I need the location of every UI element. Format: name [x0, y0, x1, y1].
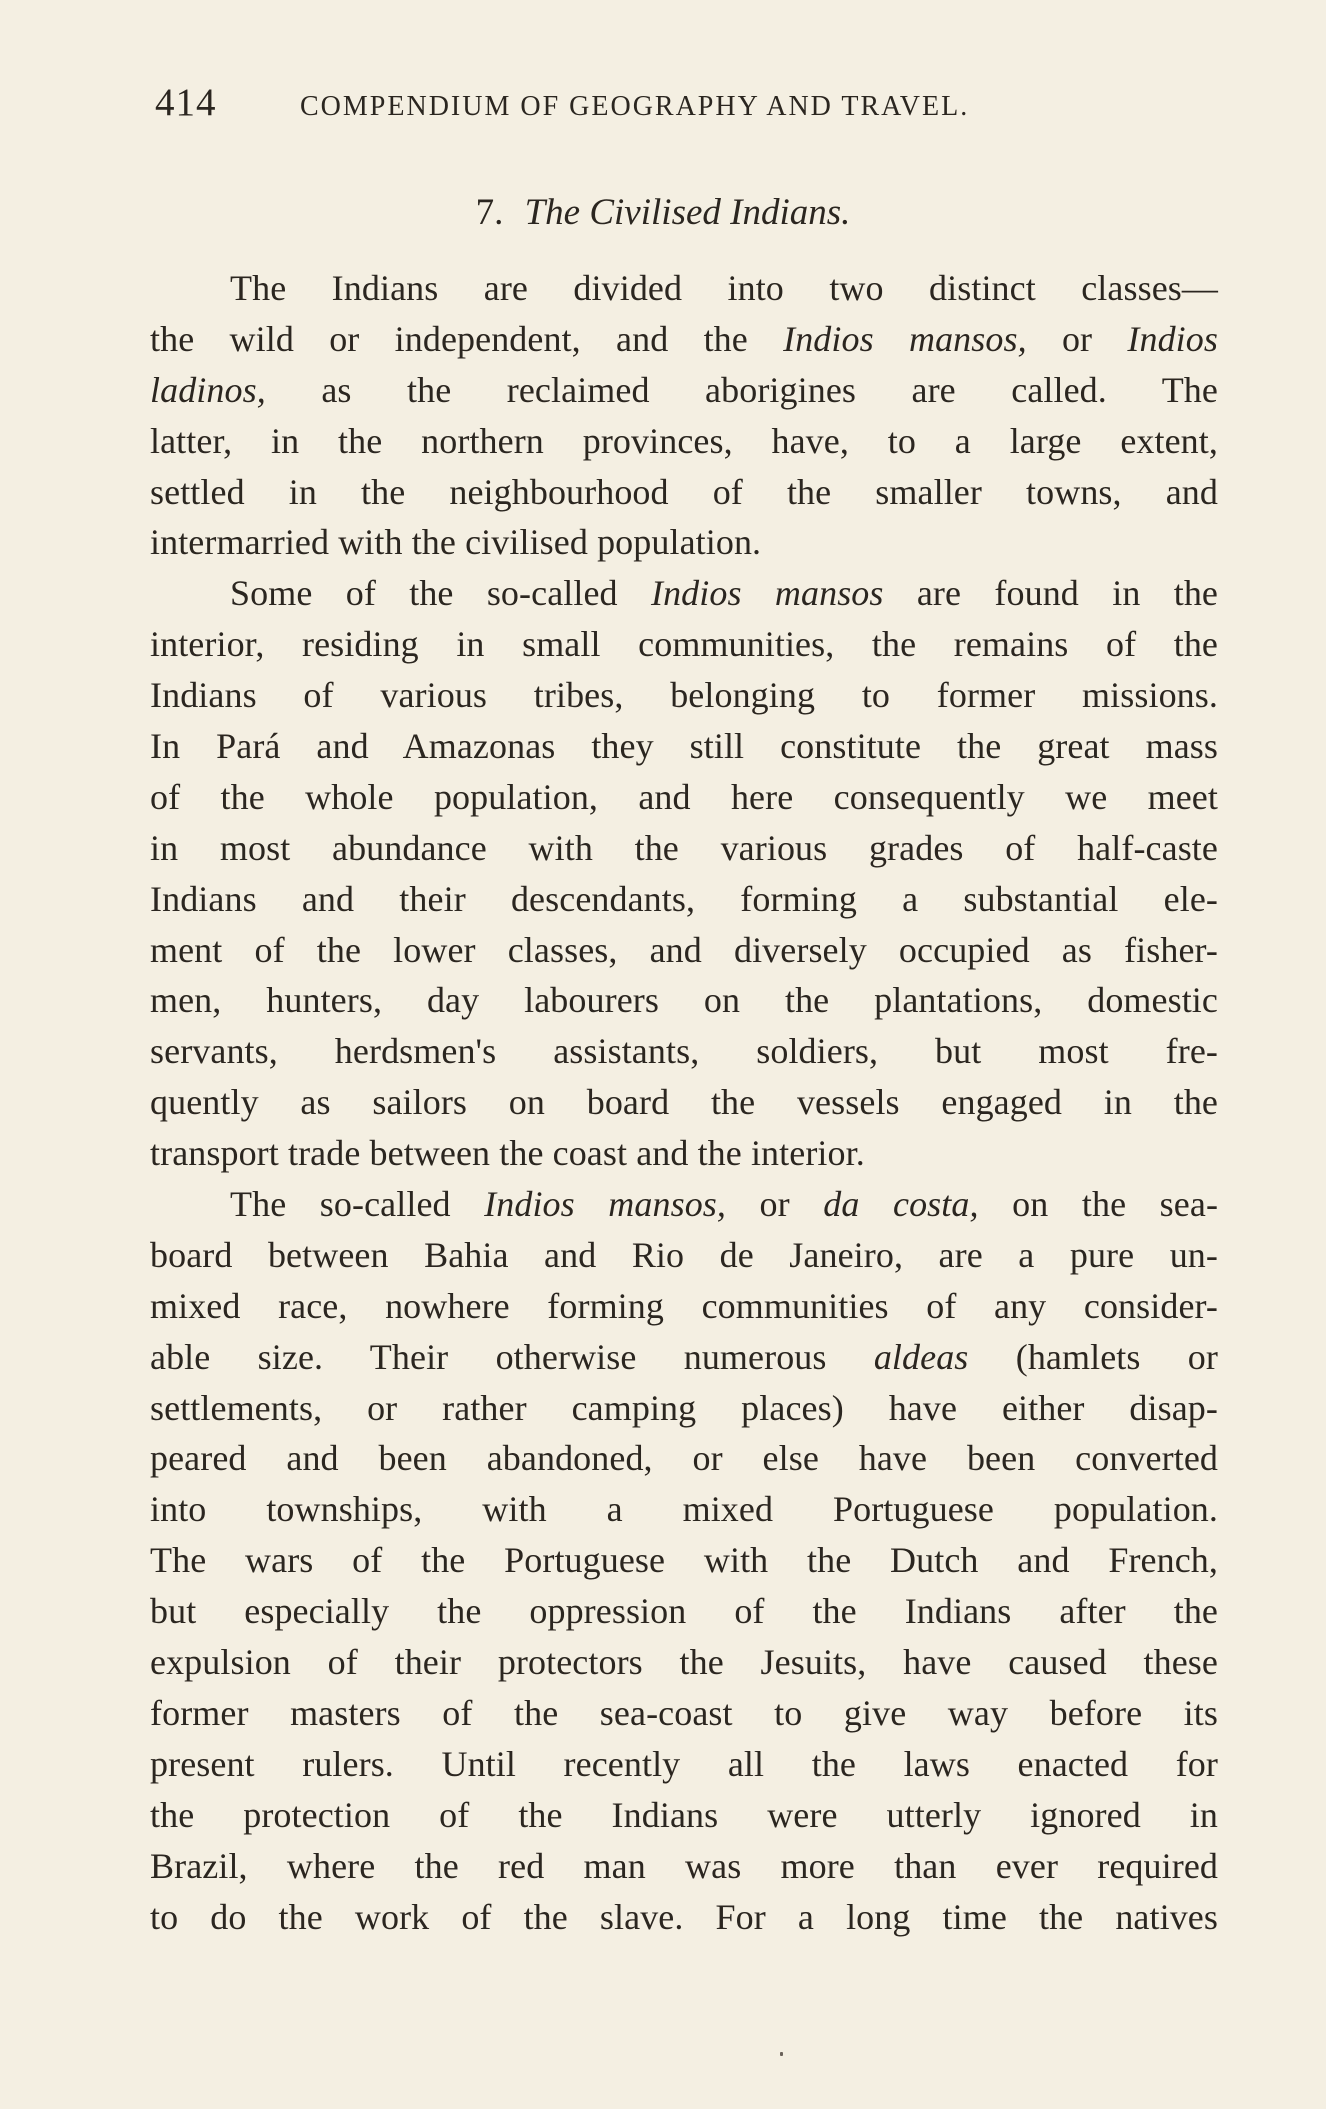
text-line: interior, residing in small communities, the remains of the — [150, 624, 1218, 665]
text-line: The wars of the Portuguese with the Dutch and French, — [150, 1540, 1218, 1581]
text-line: Brazil, where the red man was more than ever required — [150, 1845, 1218, 1886]
text-line: transport trade between the coast and the interior. — [150, 1133, 865, 1174]
page-number: 414 — [155, 81, 217, 124]
ink-speck — [780, 2052, 783, 2056]
text-line: expulsion of their protectors the Jesuits, have caused these — [150, 1642, 1218, 1683]
section-heading — [0, 188, 1326, 238]
text-line: Some of the so-called Indios mansos are found in the — [230, 573, 1219, 614]
text-line: intermarried with the civilised population. — [150, 522, 762, 563]
text-line: board between Bahia and Rio de Janeiro, are a pure un- — [150, 1234, 1218, 1275]
text-line: peared and been abandoned, or else have been converted — [150, 1438, 1218, 1479]
running-title: COMPENDIUM OF GEOGRAPHY AND TRAVEL. — [300, 91, 970, 122]
text-line: mixed race, nowhere forming communities of any consider- — [150, 1285, 1218, 1326]
running-head — [155, 80, 1235, 130]
text-line: Indians and their descendants, forming a substantial ele- — [150, 878, 1218, 919]
text-line: settled in the neighbourhood of the smaller towns, and — [150, 471, 1218, 512]
text-line: servants, herdsmen's assistants, soldiers, but most fre- — [150, 1031, 1218, 1072]
text-line: Indians of various tribes, belonging to former missions. — [150, 675, 1218, 716]
text-line: ladinos, as the reclaimed aborigines are called. The — [150, 369, 1218, 410]
text-line: into townships, with a mixed Portuguese population. — [150, 1489, 1218, 1530]
text-line: quently as sailors on board the vessels engaged in the — [150, 1082, 1218, 1123]
section-number: 7. — [475, 192, 504, 233]
text-line: of the whole population, and here consequently we meet — [150, 776, 1218, 817]
text-line: ment of the lower classes, and diversely occupied as fisher- — [150, 929, 1218, 970]
text-line: latter, in the northern provinces, have, to a large extent, — [150, 420, 1218, 461]
text-line: the wild or independent, and the Indios mansos, or Indios — [150, 318, 1218, 359]
text-line: but especially the oppression of the Indians after the — [150, 1591, 1218, 1632]
section-title: The Civilised Indians. — [524, 192, 851, 233]
text-line: to do the work of the slave. For a long time the natives — [150, 1896, 1218, 1937]
text-line: men, hunters, day labourers on the plantations, domestic — [150, 980, 1218, 1021]
text-line: In Pará and Amazonas they still constitute the great mass — [150, 726, 1218, 767]
text-line: able size. Their otherwise numerous aldeas (hamlets or — [150, 1336, 1218, 1377]
text-line: former masters of the sea-coast to give way before its — [150, 1692, 1218, 1733]
body-text — [150, 263, 1218, 1942]
text-line: present rulers. Until recently all the laws enacted for — [150, 1743, 1218, 1784]
text-line: in most abundance with the various grades of half-caste — [150, 827, 1218, 868]
text-line: the protection of the Indians were utterly ignored in — [150, 1794, 1218, 1835]
text-line: The so-called Indios mansos, or da costa, on the sea- — [230, 1184, 1219, 1225]
text-line: settlements, or rather camping places) have either disap- — [150, 1387, 1218, 1428]
text-line: The Indians are divided into two distinct classes— — [230, 268, 1218, 308]
